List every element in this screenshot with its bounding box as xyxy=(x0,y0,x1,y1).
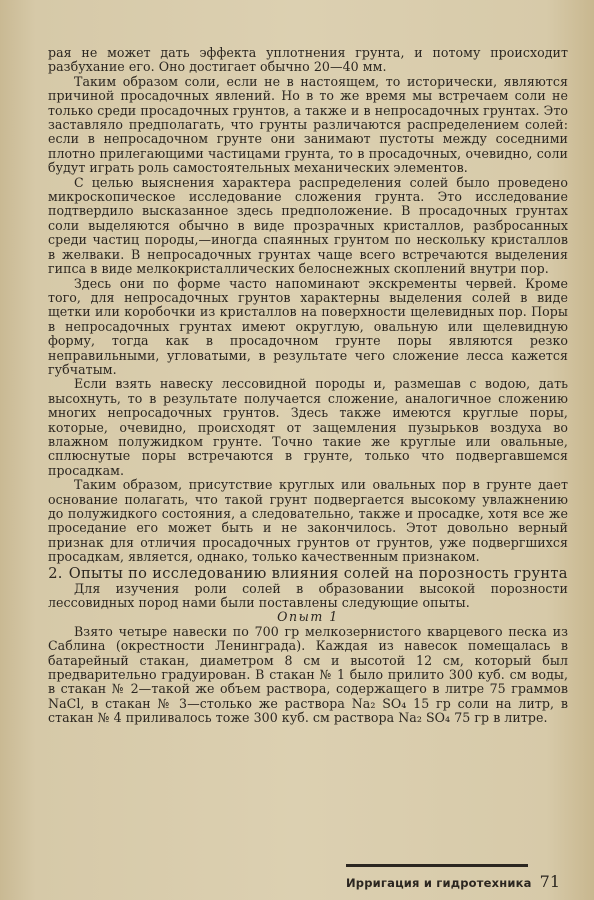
paragraph-3: С целью выяснения характера распределения солей было проведено микроскопическое исследование сложения грунта. Это исследование подтвердило высказанное здесь предположение. В просадочных грунтах соли выделяются обычно в виде прозрачных кристаллов, разбросанных среди частиц породы,—иногда спаянных грунтом по нескольку кристаллов в желваки. В непросадочных грунтах чаще всего встречаются выделения гипса в виде мелкокристаллических белоснежных скоплений внутри пор. xyxy=(48,174,568,277)
paragraph-6: Таким образом, присутствие круглых или овальных пор в грунте дает основание полагать, что такой грунт подвергается высокому увлажнению до полужидкого состояния, а следовательно, также и просадке, хотя все же проседание его может быть и не закончилось. Этот довольно верный признак для отличия просадочных грунтов от грунтов, уже подвергшихся просадкам, является, однако, только качественным признаком. xyxy=(48,477,568,565)
page-number: 71 xyxy=(539,872,560,891)
section-title: Опыты по исследованию влияния солей на порозность грунта xyxy=(68,564,568,582)
page-footer xyxy=(346,872,560,891)
section-number: 2. xyxy=(48,564,63,582)
footer-rule xyxy=(346,864,528,867)
section-heading xyxy=(48,565,568,582)
experiment-title: Опыт 1 xyxy=(277,609,339,625)
paragraph-1: рая не может дать эффекта уплотнения грунта, и потому происходит разбухание его. Оно достигает обычно 20—40 мм. xyxy=(48,45,568,75)
paragraph-5: Если взять навеску лессовидной породы и, размешав с водою, дать высохнуть, то в результате получается сложение, аналогичное сложению многих непросадочных грунтов. Здесь также имеются круглые поры, которые, очевидно, происходят от защемления пузырьков воздуха во влажном полужидком грунте. Точно такие же круглые или овальные, сплюснутые поры встречаются в грунте, только что подвергавшемся просадкам. xyxy=(48,376,568,478)
intro-paragraph: Для изучения роли солей в образовании высокой порозности лессовидных пород нами были поставлены следующие опыты. xyxy=(48,580,568,611)
journal-title: Ирригация и гидротехника xyxy=(345,876,532,890)
text-column xyxy=(48,46,568,726)
experiment-paragraph: Взято четыре навески по 700 гр мелкозернистого кварцевого песка из Саблина (окрестности Ленинграда). Каждая из навесок помещалась в батарейный стакан, диаметром 8 см и высотой 12 см, который был предварительно градуирован. В стакан № 1 было прилито 300 куб. см воды, в стакан № 2—такой же объем раствора, содержащего в литре 75 граммов NaCl, в стакан № 3—столько же раствора Na₂ SO₄ 15 гр соли на литр, в стакан № 4 приливалось тоже 300 куб. см раствора Na₂ SO₄ 75 гр в литре. xyxy=(48,623,568,726)
paragraph-2: Таким образом соли, если не в настоящем, то исторически, являются причиной просадочных явлений. Но в то же время мы встречаем соли не только среди просадочных грунтов, а также и в непросадочных грунтах. Это заставляло предполагать, что грунты различаются распределением солей: если в непросадочном грунте они занимают пустоты между соседними плотно прилегающими частицами грунта, то в просадочных, очевидно, соли будут играть роль самостоятельных механических элементов. xyxy=(48,73,568,176)
paragraph-4: Здесь они по форме часто напоминают экскременты червей. Кроме того, для непросадочных грунтов характерны выделения солей в виде щетки или коробочки из кристаллов на поверхности щелевидных пор. Поры в непросадочных грунтах имеют округлую, овальную или щелевидную форму, тогда как в просадочном грунте поры являются резко неправильными, угловатыми, в результате чего сложение лесса кажется губчатым. xyxy=(48,275,568,377)
